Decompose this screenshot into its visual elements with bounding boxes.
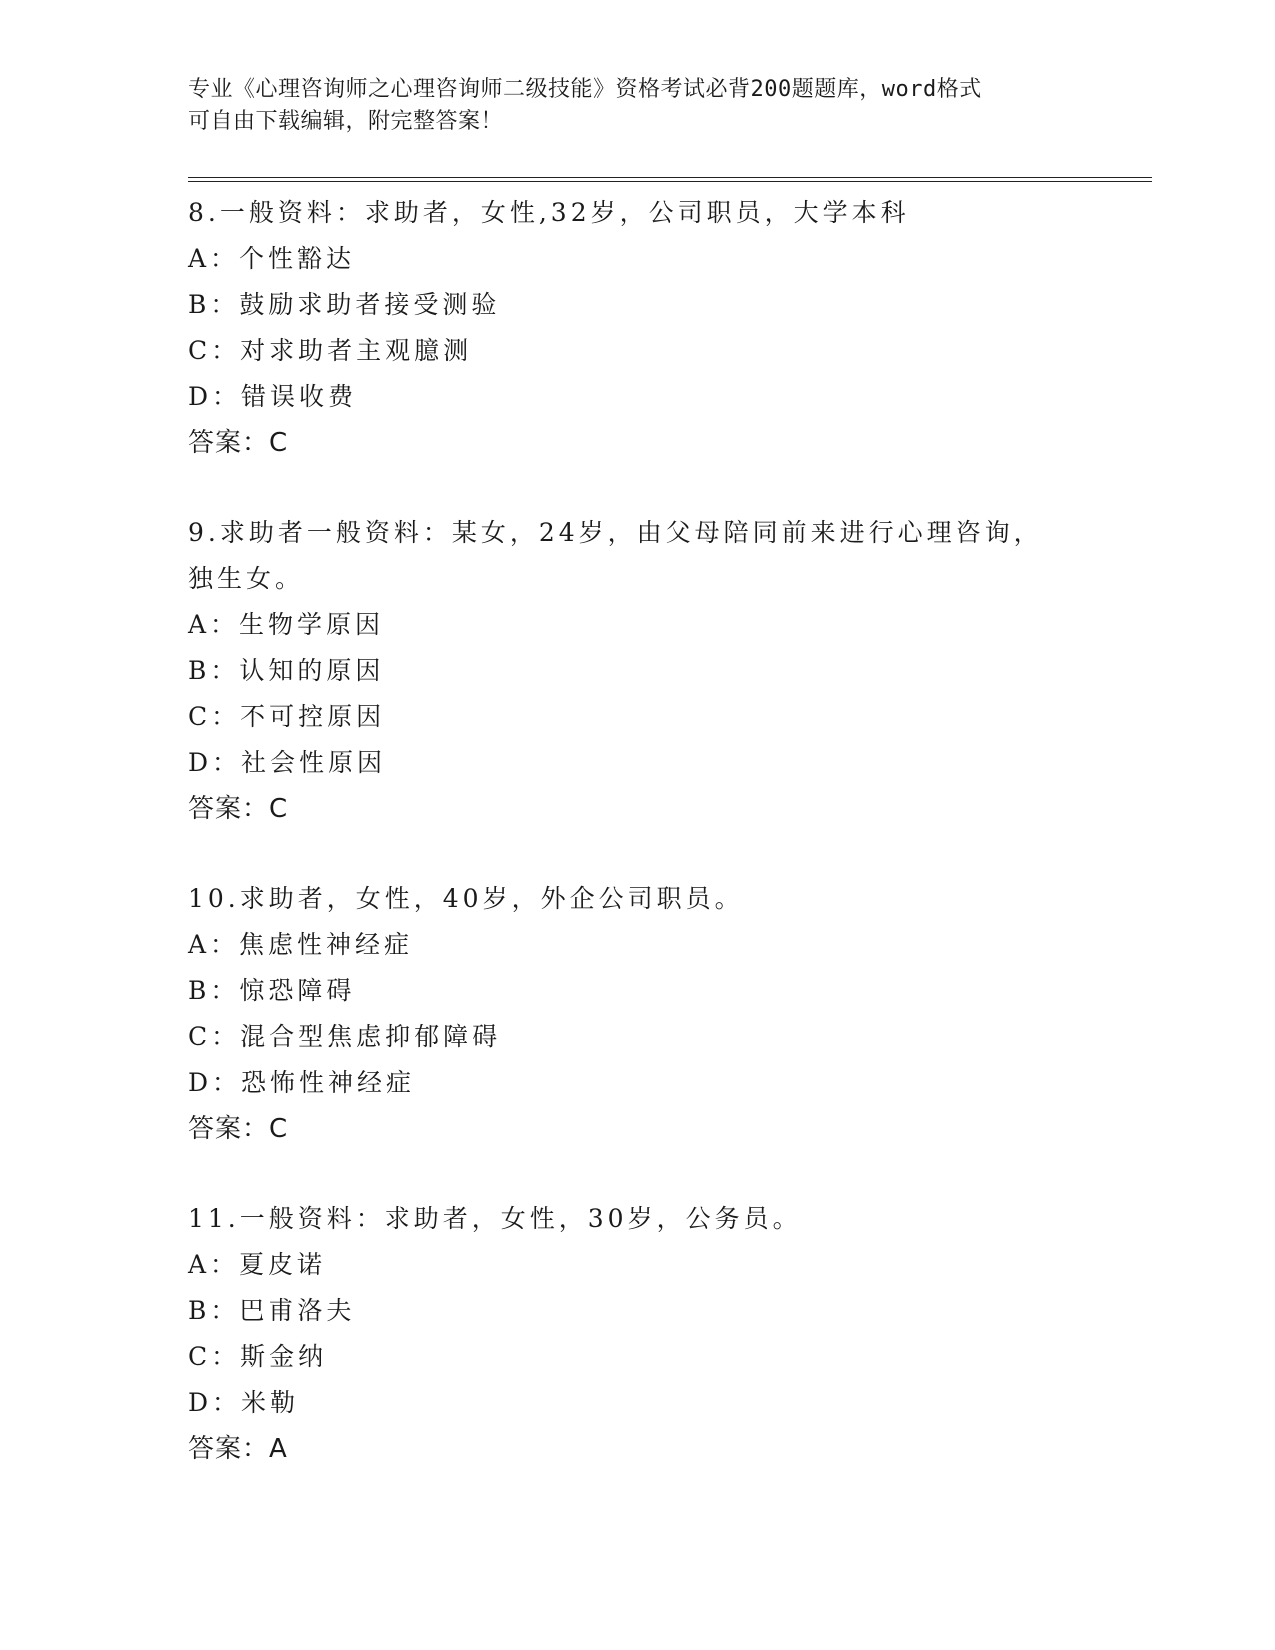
answer-line [188, 1426, 1088, 1472]
question-stem: 9.求助者一般资料：某女，24岁，由父母陪同前来进行心理咨询，独生女。 [188, 518, 1043, 593]
option-a: A：夏皮诺 [188, 1250, 327, 1279]
option-d: D：错误收费 [188, 382, 358, 411]
option-c: C：混合型焦虑抑郁障碍 [188, 1022, 502, 1051]
option-c: C：斯金纳 [188, 1342, 328, 1371]
option-a: A：个性豁达 [188, 244, 356, 273]
answer-label: 答案： [188, 794, 270, 824]
option-b: B：巴甫洛夫 [188, 1296, 356, 1325]
header-line-1: 专业《心理咨询师之心理咨询师二级技能》资格考试必背200题题库，word格式 [188, 77, 982, 102]
option-c: C：不可控原因 [188, 702, 386, 731]
question-item [188, 510, 1088, 832]
option-b: B：鼓励求助者接受测验 [188, 290, 501, 319]
option-d: D：米勒 [188, 1388, 300, 1417]
option-b: B：认知的原因 [188, 656, 385, 685]
header-divider [188, 177, 1152, 182]
option-d: D：恐怖性神经症 [188, 1068, 416, 1097]
option-c: C：对求助者主观臆测 [188, 336, 473, 365]
answer-value: C [269, 428, 289, 458]
answer-line [188, 1106, 1088, 1152]
option-b: B：惊恐障碍 [188, 976, 356, 1005]
question-stem: 8.一般资料：求助者，女性,32岁，公司职员，大学本科 [188, 198, 910, 227]
document-header [188, 74, 1068, 138]
question-list [188, 190, 1088, 1516]
answer-line [188, 786, 1088, 832]
answer-value: C [269, 794, 289, 824]
answer-value: C [269, 1114, 289, 1144]
answer-label: 答案： [188, 1114, 270, 1144]
answer-value: A [269, 1434, 288, 1464]
question-stem: 11.一般资料：求助者，女性，30岁，公务员。 [188, 1204, 802, 1233]
option-a: A：生物学原因 [188, 610, 385, 639]
header-line-2: 可自由下载编辑，附完整答案！ [188, 109, 504, 134]
option-a: A：焦虑性神经症 [188, 930, 414, 959]
question-item [188, 876, 1088, 1152]
answer-label: 答案： [188, 428, 270, 458]
option-d: D：社会性原因 [188, 748, 387, 777]
answer-line [188, 420, 1088, 466]
question-item [188, 190, 1088, 466]
question-stem: 10.求助者，女性，40岁，外企公司职员。 [188, 884, 744, 913]
question-item [188, 1196, 1088, 1472]
answer-label: 答案： [188, 1434, 270, 1464]
